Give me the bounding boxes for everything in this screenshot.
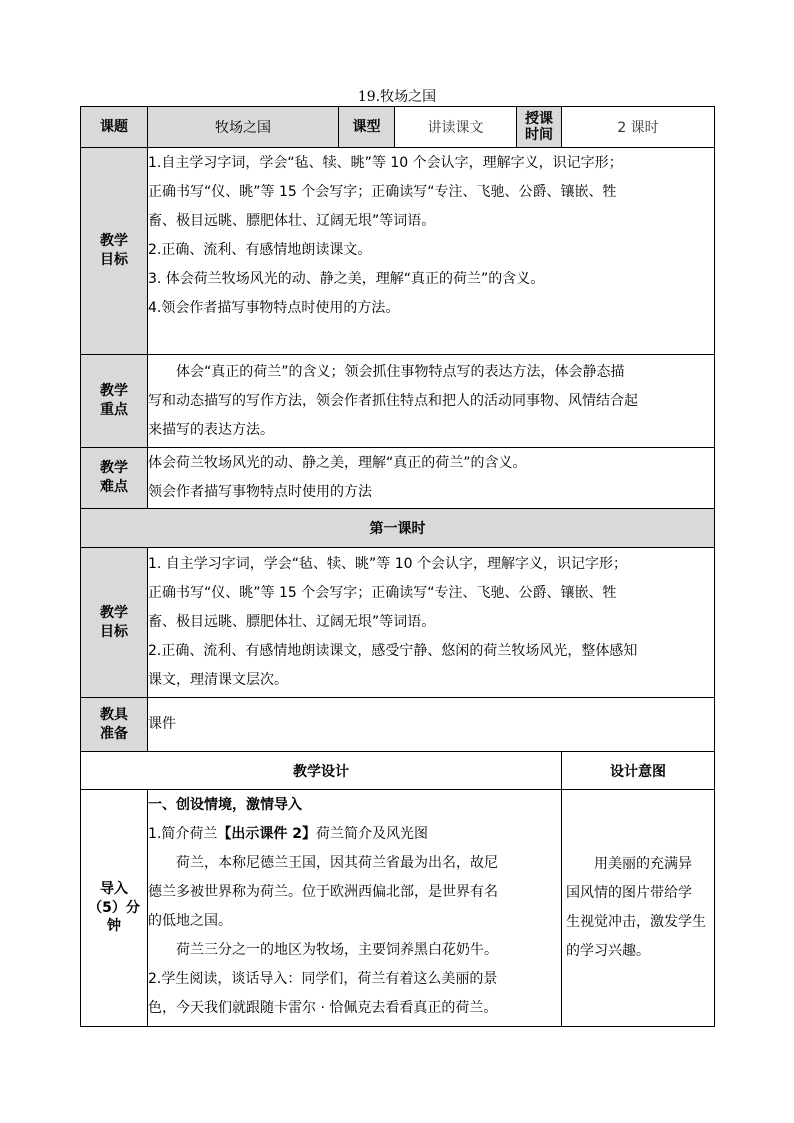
difficulties-content: [148, 448, 715, 509]
goals-content: [148, 148, 715, 355]
goals-line: 3. 体会荷兰牧场风光的动、静之美，理解“真正的荷兰”的含义。: [148, 271, 545, 287]
courseware-tag: 【出示课件 2】: [217, 826, 316, 842]
intro-row: [81, 790, 715, 1027]
tools-label-line2: 准备: [100, 725, 128, 742]
tools-label: [81, 698, 148, 752]
intro-intent-line: 生视觉冲击，激发学生: [566, 914, 706, 930]
key-points-label: [81, 355, 148, 448]
intro-step1-prefix: 1.简介荷兰: [148, 826, 218, 842]
time-label-line2: 时间: [525, 127, 553, 143]
subject-label: 课题: [81, 107, 148, 148]
lesson1-goals-line: 正确书写“仪、眺”等 15 个会写字；正确读写“专注、飞驰、公爵、镶嵌、牲: [148, 585, 617, 601]
goals-line: 2.正确、流利、有感情地朗读课文。: [148, 242, 372, 258]
goals-line: 正确书写“仪、眺”等 15 个会写字；正确读写“专注、飞驰、公爵、镶嵌、牲: [148, 184, 617, 200]
lesson1-goals-label-line1: 教学: [100, 604, 128, 621]
intro-label-line2: （5）分: [88, 899, 140, 916]
time-label-line1: 授课: [525, 110, 553, 127]
lesson1-goals-content: [148, 548, 715, 698]
difficulties-label-line1: 教学: [100, 460, 128, 477]
key-points-line: 体会“真正的荷兰”的含义；领会抓住事物特点写的表达方法，体会静态描: [176, 363, 625, 380]
lesson-plan-table: [80, 106, 715, 1027]
tools-label-line1: 教具: [100, 706, 128, 723]
time-value: 2 课时: [562, 107, 715, 148]
time-label: [517, 107, 562, 148]
intro-para1-line: 的低地之国。: [148, 913, 232, 929]
intro-para2: 荷兰三分之一的地区为牧场，主要饲养黑白花奶牛。: [176, 942, 498, 958]
subject-value: 牧场之国: [148, 107, 339, 148]
intro-intent-line: 的学习兴趣。: [566, 943, 650, 959]
intro-step1-suffix: 荷兰简介及风光图: [315, 826, 428, 842]
lesson1-goals-line: 课文，理清课文层次。: [148, 672, 288, 688]
design-heading-row: [81, 752, 715, 790]
goals-line: 畜、极目远眺、膘肥体壮、辽阔无垠”等词语。: [148, 213, 436, 229]
intent-heading: 设计意图: [562, 752, 715, 790]
intro-label: [81, 790, 148, 1027]
goals-row: [81, 148, 715, 355]
lesson1-goals-line: 2.正确、流利、有感情地朗读课文，感受宁静、悠闲的荷兰牧场风光，整体感知: [148, 643, 638, 659]
key-points-line: 来描写的表达方法。: [148, 421, 274, 438]
intro-intent-line: 国风情的图片带给学: [566, 885, 692, 901]
goals-label-line1: 教学: [100, 233, 128, 250]
intro-content: [148, 790, 562, 1027]
tools-value: 课件: [148, 698, 715, 752]
key-points-row: [81, 355, 715, 448]
difficulties-label-line2: 难点: [100, 479, 128, 495]
lesson1-goals-label: [81, 548, 148, 698]
tools-row: [81, 698, 715, 752]
goals-line: 4.领会作者描写事物特点时使用的方法。: [148, 300, 400, 316]
intro-label-line1: 导入: [100, 880, 128, 897]
intro-para1-line: 德兰多被世界称为荷兰。位于欧洲西偏北部，是世界有名: [148, 884, 498, 900]
intro-step2-line: 2.学生阅读，谈话导入：同学们，荷兰有着这么美丽的景: [148, 971, 498, 987]
key-points-line: 写和动态描写的写作方法，领会作者抓住特点和把人的活动同事物、风情结合起: [148, 392, 638, 409]
type-value: 讲读课文: [395, 107, 517, 148]
key-points-label-line2: 重点: [100, 402, 128, 418]
intro-para1-line: 荷兰，本称尼德兰王国，因其荷兰省最为出名，故尼: [176, 855, 498, 871]
header-row: [81, 107, 715, 148]
intro-step1: [148, 820, 559, 849]
design-heading: 教学设计: [81, 752, 562, 790]
intro-intent: [562, 790, 715, 1027]
type-label: 课型: [339, 107, 395, 148]
lesson1-goals-row: [81, 548, 715, 698]
key-points-label-line1: 教学: [100, 383, 128, 400]
lesson1-goals-label-line2: 目标: [100, 623, 128, 640]
difficulties-line: 领会作者描写事物特点时使用的方法: [148, 484, 372, 500]
difficulties-line: 体会荷兰牧场风光的动、静之美，理解“真正的荷兰”的含义。: [148, 455, 527, 471]
difficulties-label: [81, 448, 148, 509]
first-lesson-row: [81, 509, 715, 548]
key-points-content: [148, 355, 715, 448]
intro-label-line3: 钟: [107, 918, 121, 935]
difficulties-row: [81, 448, 715, 509]
goals-label-line2: 目标: [100, 252, 128, 268]
goals-line: 1.自主学习字词，学会“毡、犊、眺”等 10 个会认字，理解字义，识记字形；: [148, 155, 623, 171]
lesson1-goals-line: 1. 自主学习字词，学会“毡、犊、眺”等 10 个会认字，理解字义，识记字形；: [148, 556, 628, 572]
intro-section-title: 一、创设情境，激情导入: [148, 797, 302, 813]
goals-label: [81, 148, 148, 355]
page-title: 19.牧场之国: [357, 89, 437, 105]
intro-step2-line: 色，今天我们就跟随卡雷尔 · 恰佩克去看看真正的荷兰。: [148, 1000, 498, 1016]
first-lesson-heading: 第一课时: [81, 509, 715, 548]
lesson1-goals-line: 畜、极目远眺、膘肥体壮、辽阔无垠”等词语。: [148, 614, 436, 630]
intro-intent-line: 用美丽的充满异: [594, 856, 692, 872]
